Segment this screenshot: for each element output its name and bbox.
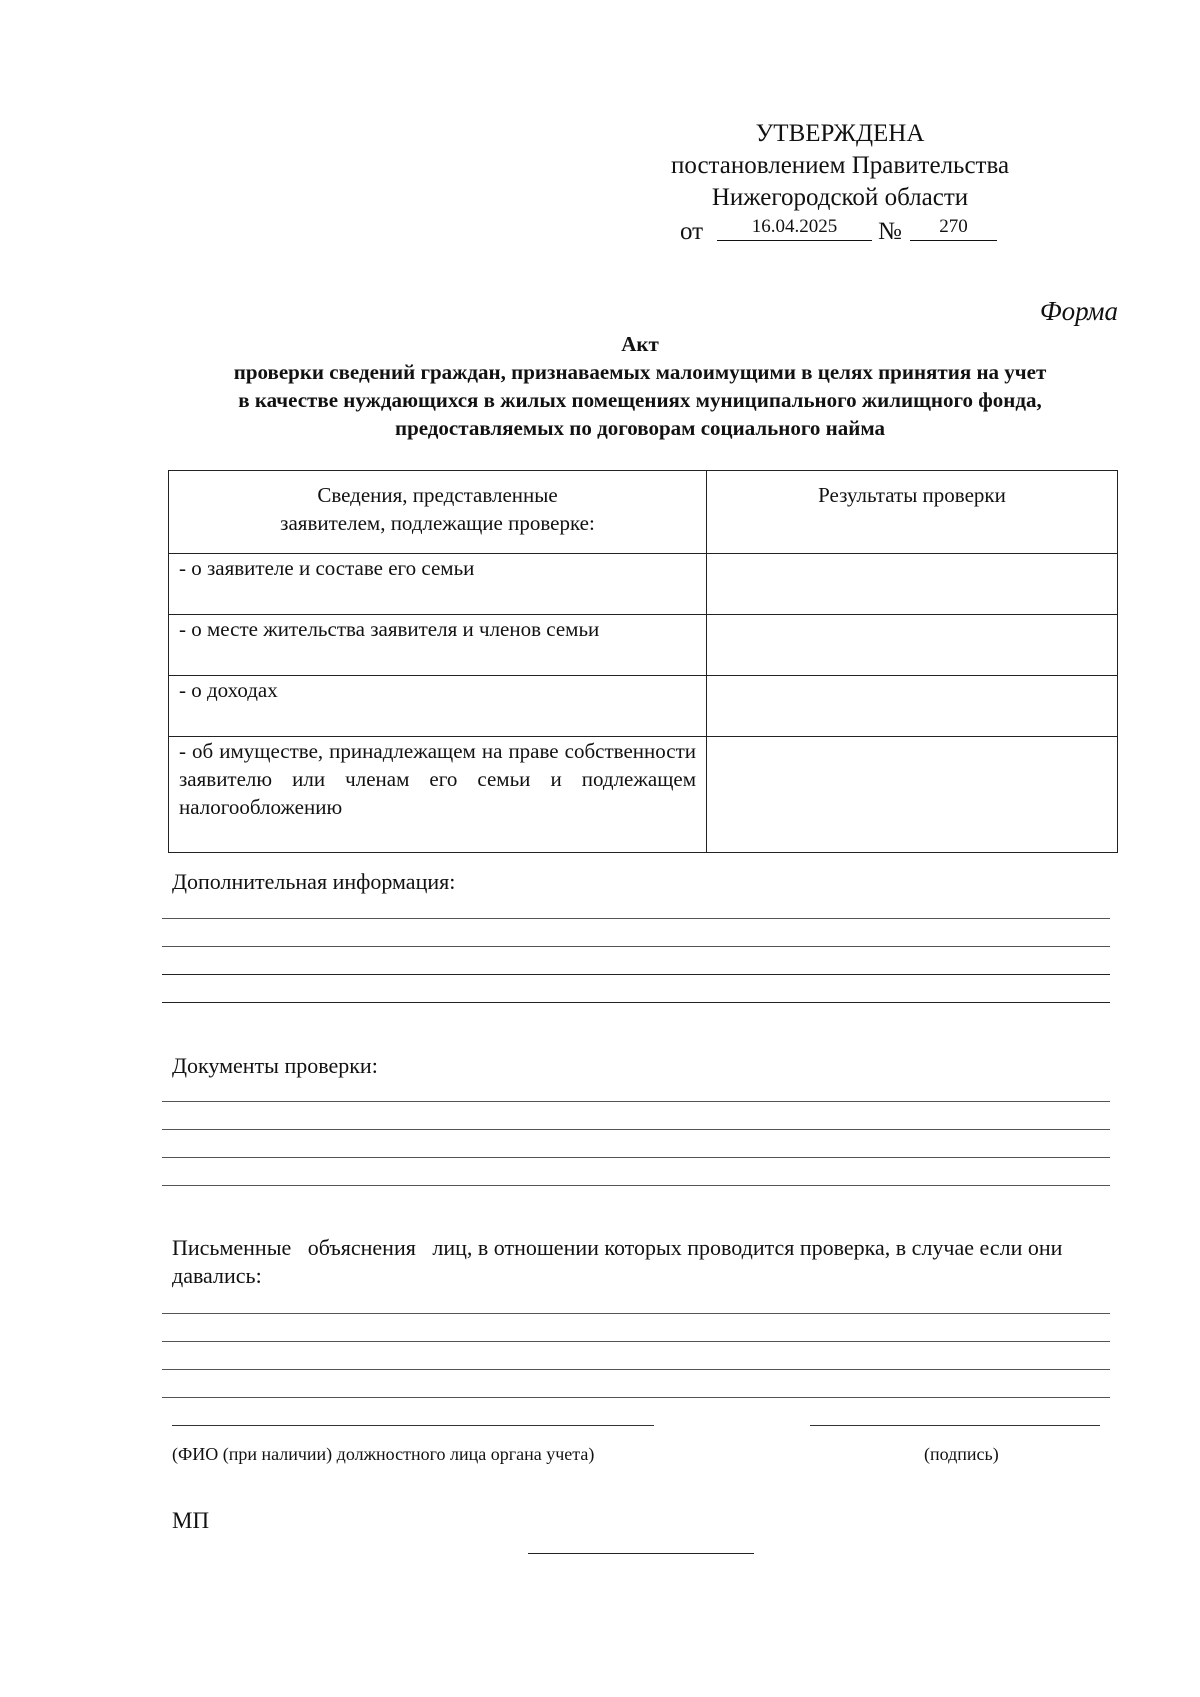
approval-number: 270	[910, 214, 997, 241]
additional-info-line[interactable]	[162, 946, 1110, 947]
explanations-line[interactable]	[162, 1313, 1110, 1314]
approval-block	[640, 118, 1040, 214]
table-row	[169, 554, 1118, 615]
header-submitted-info	[169, 471, 707, 554]
documents-line[interactable]	[162, 1129, 1110, 1130]
table-row	[169, 676, 1118, 737]
table-row	[169, 615, 1118, 676]
title-line-2: в качестве нуждающихся в жилых помещениях муниципального жилищного фонда,	[238, 388, 1042, 412]
explanations-label: Письменные объяснения лиц, в отношении которых проводится проверка, в случае если они давались:	[172, 1235, 1068, 1288]
table-row	[169, 737, 1118, 853]
signature-line[interactable]	[810, 1425, 1100, 1426]
row-item: - об имуществе, принадлежащем на праве собственности заявителю или членам его семьи и подлежащем налогообложению	[169, 737, 707, 853]
document-title	[160, 330, 1120, 442]
approval-date-row	[680, 214, 1010, 248]
header-col1-line1: Сведения, представленные	[317, 483, 558, 507]
stamp-label: МП	[172, 1508, 210, 1533]
documents-line[interactable]	[162, 1185, 1110, 1186]
documents-label: Документы проверки:	[172, 1053, 378, 1078]
form-label: Форма	[1039, 296, 1118, 326]
row-result-cell[interactable]	[707, 554, 1118, 615]
header-results: Результаты проверки	[707, 471, 1118, 554]
number-sign: №	[878, 218, 902, 245]
row-result-cell[interactable]	[707, 676, 1118, 737]
explanations-line[interactable]	[162, 1397, 1110, 1398]
additional-info-line[interactable]	[162, 974, 1110, 975]
row-result-cell[interactable]	[707, 615, 1118, 676]
explanations-line[interactable]	[162, 1341, 1110, 1342]
row-item: - о месте жительства заявителя и членов семьи	[169, 615, 707, 676]
verification-table	[168, 470, 1118, 853]
approved-heading: УТВЕРЖДЕНА	[755, 120, 925, 147]
approval-line-2: Нижегородской области	[711, 184, 969, 211]
approval-date: 16.04.2025	[717, 214, 872, 241]
documents-line[interactable]	[162, 1101, 1110, 1102]
official-name-line[interactable]	[172, 1425, 654, 1426]
additional-info-line[interactable]	[162, 918, 1110, 919]
row-item: - о доходах	[169, 676, 707, 737]
official-name-caption: (ФИО (при наличии) должностного лица органа учета)	[172, 1444, 595, 1464]
signature-caption: (подпись)	[924, 1444, 999, 1464]
header-col1-line2: заявителем, подлежащие проверке:	[280, 511, 595, 535]
from-label: от	[680, 218, 704, 245]
table-header-row	[169, 471, 1118, 554]
closing-separator-line	[528, 1553, 754, 1554]
additional-info-line[interactable]	[162, 1002, 1110, 1003]
title-line-1: проверки сведений граждан, признаваемых малоимущими в целях принятия на учет	[233, 360, 1047, 384]
title-line-3: предоставляемых по договорам социального найма	[394, 416, 886, 440]
row-item: - о заявителе и составе его семьи	[169, 554, 707, 615]
approval-line-1: постановлением Правительства	[670, 152, 1010, 179]
row-result-cell[interactable]	[707, 737, 1118, 853]
additional-info-label: Дополнительная информация:	[172, 869, 456, 894]
documents-line[interactable]	[162, 1157, 1110, 1158]
title-main: Акт	[621, 332, 659, 356]
explanations-line[interactable]	[162, 1369, 1110, 1370]
